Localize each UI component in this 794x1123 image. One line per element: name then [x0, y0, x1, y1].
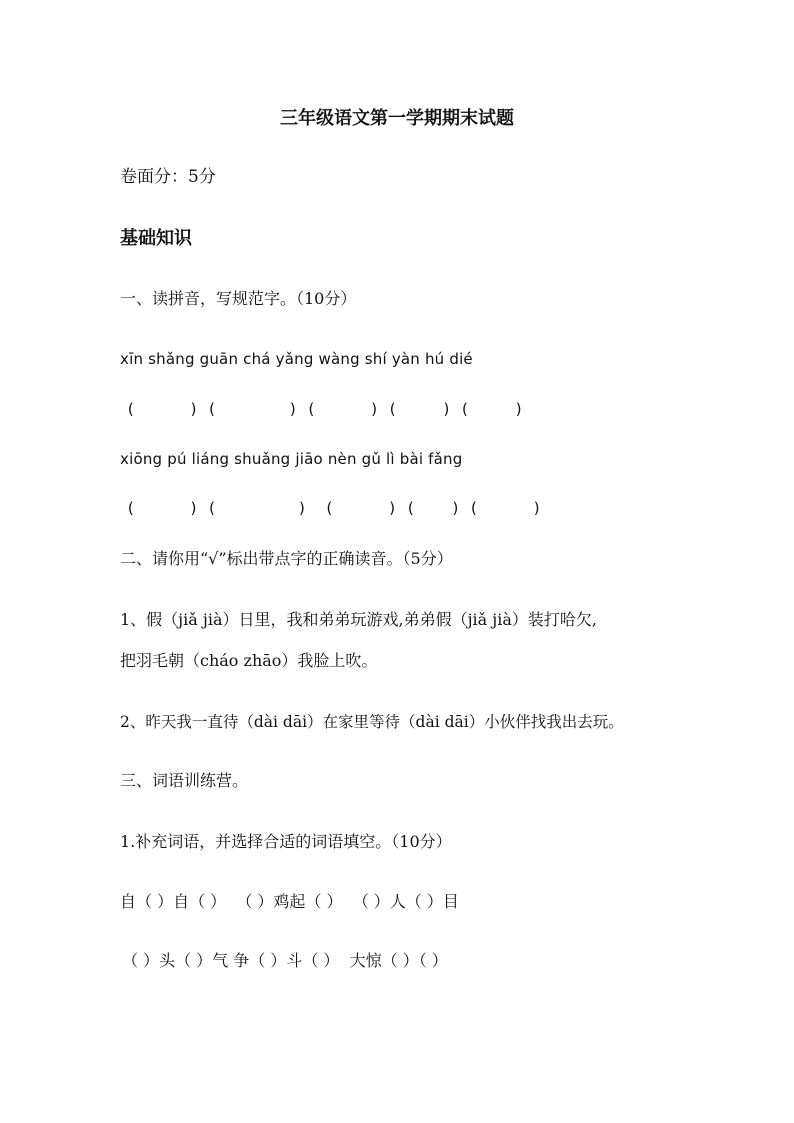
question-2-heading: 二、请你用“√”标出带点字的正确读音。（5分） [120, 549, 453, 568]
answer-blanks-row-2: ( ) ( ) ( ) ( ) ( ) [126, 499, 542, 517]
question-2-item-1-line-1: 1、假（jiǎ jià）日里，我和弟弟玩游戏,弟弟假（jiǎ jià）装打哈欠, [120, 610, 597, 629]
word-fill-row-1: 自（ ）自（ ） （ ）鸡起（ ） （ ）人（ ）目 [120, 892, 459, 911]
page-title: 三年级语文第一学期期末试题 [280, 108, 514, 129]
question-2-item-2: 2、昨天我一直待（dài dāi）在家里等待（dài dāi）小伙伴找我出去玩。 [120, 713, 624, 731]
pinyin-row-2: xiōng pú liáng shuǎng jiāo nèn gǔ lì bài fǎng [120, 450, 463, 468]
section-heading: 基础知识 [120, 228, 192, 249]
question-3-sub-1-heading: 1.补充词语，并选择合适的词语填空。（10分） [120, 832, 452, 851]
question-2-item-1-line-2: 把羽毛朝（cháo zhāo）我脸上吹。 [120, 651, 378, 670]
answer-blanks-row-1: ( ) ( ) ( ) ( ) ( ) [126, 400, 524, 418]
score-note: 卷面分：5分 [120, 167, 216, 187]
word-fill-row-2: （ ）头（ ）气 争（ ）斗（ ） 大惊（ ）（ ） [122, 951, 448, 970]
question-1-heading: 一、读拼音，写规范字。（10分） [120, 289, 357, 308]
question-3-heading: 三、词语训练营。 [120, 771, 249, 790]
pinyin-row-1: xīn shǎng guān chá yǎng wàng shí yàn hú dié [120, 350, 473, 368]
